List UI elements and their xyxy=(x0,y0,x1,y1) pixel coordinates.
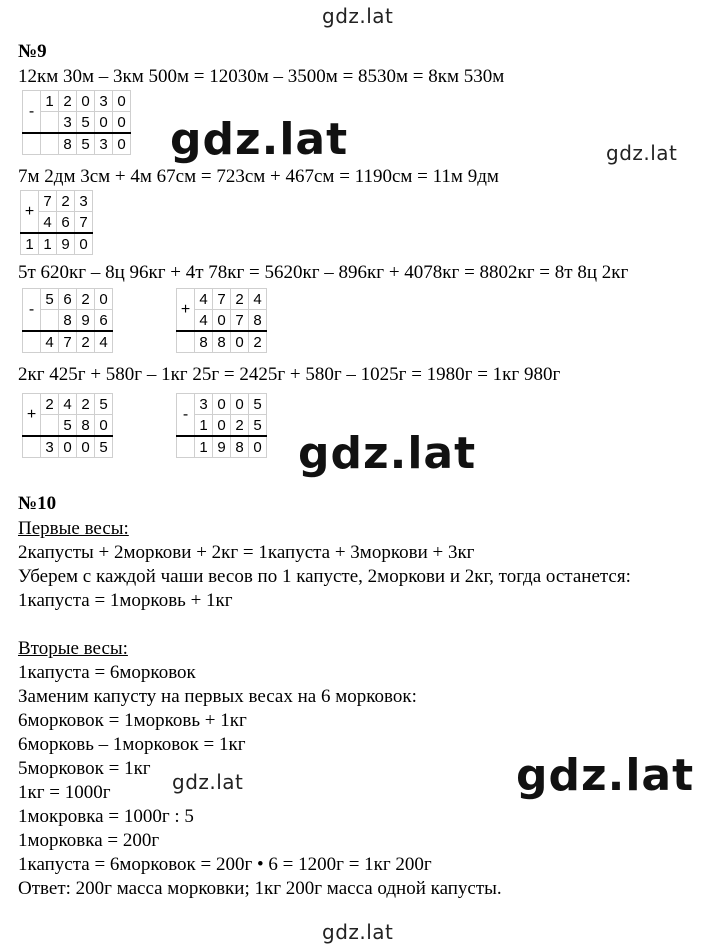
digit-cell: 4 xyxy=(59,394,77,415)
text-line: 1капуста = 1морковь + 1кг xyxy=(18,590,233,611)
digit-cell: 0 xyxy=(231,331,249,353)
digit-cell: 0 xyxy=(213,394,231,415)
digit-cell: 5 xyxy=(249,394,267,415)
digit-cell: 2 xyxy=(77,289,95,310)
digit-cell: 8 xyxy=(231,436,249,458)
digit-cell: 8 xyxy=(213,331,231,353)
digit-cell: 0 xyxy=(213,310,231,332)
calculation-grid xyxy=(20,190,93,255)
calculation-grid xyxy=(176,393,267,458)
calculation-grid xyxy=(176,288,267,353)
operator-sign: - xyxy=(177,394,195,437)
digit-cell: 0 xyxy=(113,91,131,112)
digit-cell: 2 xyxy=(59,91,77,112)
text-line: 1капуста = 6морковок = 200г • 6 = 1200г = 1кг 200г xyxy=(18,854,432,875)
calculation-grid xyxy=(22,90,131,155)
digit-cell: 5 xyxy=(77,112,95,134)
digit-cell: 2 xyxy=(231,289,249,310)
digit-cell: 5 xyxy=(77,133,95,155)
digit-cell: 7 xyxy=(39,191,57,212)
calculation-grid xyxy=(22,393,113,458)
digit-cell: 4 xyxy=(39,212,57,234)
scale-1-title: Первые весы: xyxy=(18,518,129,539)
digit-cell: 5 xyxy=(59,415,77,437)
digit-cell: 6 xyxy=(95,310,113,332)
text-line: Уберем с каждой чаши весов по 1 капусте, 2моркови и 2кг, тогда останется: xyxy=(18,566,631,587)
digit-cell: 7 xyxy=(59,331,77,353)
digit-cell: 8 xyxy=(59,133,77,155)
digit-cell: 3 xyxy=(195,394,213,415)
digit-cell: 7 xyxy=(75,212,93,234)
digit-cell: 4 xyxy=(41,331,59,353)
digit-cell: 4 xyxy=(249,289,267,310)
watermark: gdz.lat xyxy=(298,428,477,479)
watermark: gdz.lat xyxy=(516,750,695,801)
digit-cell: 9 xyxy=(213,436,231,458)
digit-cell: 3 xyxy=(59,112,77,134)
text-line: 6морковь – 1морковок = 1кг xyxy=(18,734,246,755)
digit-cell: 0 xyxy=(113,133,131,155)
digit-cell: 1 xyxy=(195,415,213,437)
digit-cell: 1 xyxy=(39,233,57,255)
scale-2-title: Вторые весы: xyxy=(18,638,128,659)
digit-cell: 2 xyxy=(231,415,249,437)
digit-cell: 0 xyxy=(95,289,113,310)
digit-cell: 5 xyxy=(41,289,59,310)
digit-cell: 0 xyxy=(249,436,267,458)
digit-cell xyxy=(41,112,59,134)
digit-cell: 5 xyxy=(95,394,113,415)
digit-cell: 1 xyxy=(195,436,213,458)
digit-cell: 9 xyxy=(57,233,75,255)
text-line: 5морковок = 1кг xyxy=(18,758,151,779)
watermark: gdz.lat xyxy=(322,4,394,28)
answer-line: Ответ: 200г масса морковки; 1кг 200г масса одной капусты. xyxy=(18,878,502,899)
expression-line: 2кг 425г + 580г – 1кг 25г = 2425г + 580г – 1025г = 1980г = 1кг 980г xyxy=(18,364,561,385)
digit-cell: 8 xyxy=(59,310,77,332)
digit-cell: 0 xyxy=(113,112,131,134)
digit-cell xyxy=(41,415,59,437)
task-9-heading: №9 xyxy=(18,41,47,62)
operator-sign: + xyxy=(177,289,195,332)
text-line: Заменим капусту на первых весах на 6 морковок: xyxy=(18,686,417,707)
watermark: gdz.lat xyxy=(606,141,678,165)
digit-cell: 2 xyxy=(77,394,95,415)
operator-sign: - xyxy=(23,91,41,134)
expression-line: 12км 30м – 3км 500м = 12030м – 3500м = 8530м = 8км 530м xyxy=(18,66,505,87)
digit-cell xyxy=(41,133,59,155)
digit-cell: 1 xyxy=(41,91,59,112)
text-line: 1капуста = 6морковок xyxy=(18,662,196,683)
digit-cell: 2 xyxy=(77,331,95,353)
text-line: 1морковка = 200г xyxy=(18,830,160,851)
expression-line: 5т 620кг – 8ц 96кг + 4т 78кг = 5620кг – 896кг + 4078кг = 8802кг = 8т 8ц 2кг xyxy=(18,262,629,283)
digit-cell: 8 xyxy=(195,331,213,353)
digit-cell: 7 xyxy=(213,289,231,310)
digit-cell: 0 xyxy=(77,91,95,112)
text-line: 6морковок = 1морковь + 1кг xyxy=(18,710,247,731)
digit-cell: 6 xyxy=(59,289,77,310)
operator-sign: - xyxy=(23,289,41,332)
digit-cell: 5 xyxy=(249,415,267,437)
digit-cell: 0 xyxy=(213,415,231,437)
digit-cell: 7 xyxy=(231,310,249,332)
digit-cell: 1 xyxy=(21,233,39,255)
operator-sign: + xyxy=(23,394,41,437)
digit-cell: 2 xyxy=(57,191,75,212)
digit-cell: 4 xyxy=(195,310,213,332)
text-line: 1мокровка = 1000г : 5 xyxy=(18,806,194,827)
digit-cell: 6 xyxy=(57,212,75,234)
watermark: gdz.lat xyxy=(170,114,349,165)
digit-cell xyxy=(41,310,59,332)
digit-cell: 3 xyxy=(75,191,93,212)
text-line: 2капусты + 2моркови + 2кг = 1капуста + 3моркови + 3кг xyxy=(18,542,475,563)
text-line: 1кг = 1000г xyxy=(18,782,111,803)
digit-cell: 0 xyxy=(77,436,95,458)
watermark: gdz.lat xyxy=(172,770,244,794)
digit-cell: 5 xyxy=(95,436,113,458)
digit-cell: 9 xyxy=(77,310,95,332)
digit-cell: 3 xyxy=(95,91,113,112)
digit-cell: 2 xyxy=(249,331,267,353)
digit-cell: 8 xyxy=(249,310,267,332)
digit-cell: 0 xyxy=(95,112,113,134)
digit-cell: 0 xyxy=(59,436,77,458)
digit-cell: 0 xyxy=(95,415,113,437)
watermark: gdz.lat xyxy=(322,920,394,944)
digit-cell: 8 xyxy=(77,415,95,437)
digit-cell: 4 xyxy=(95,331,113,353)
digit-cell: 0 xyxy=(231,394,249,415)
operator-sign: + xyxy=(21,191,39,234)
expression-line: 7м 2дм 3см + 4м 67см = 723см + 467см = 1190см = 11м 9дм xyxy=(18,166,499,187)
calculation-grid xyxy=(22,288,113,353)
digit-cell: 3 xyxy=(95,133,113,155)
digit-cell: 3 xyxy=(41,436,59,458)
digit-cell: 2 xyxy=(41,394,59,415)
task-10-heading: №10 xyxy=(18,493,57,514)
digit-cell: 4 xyxy=(195,289,213,310)
digit-cell: 0 xyxy=(75,233,93,255)
